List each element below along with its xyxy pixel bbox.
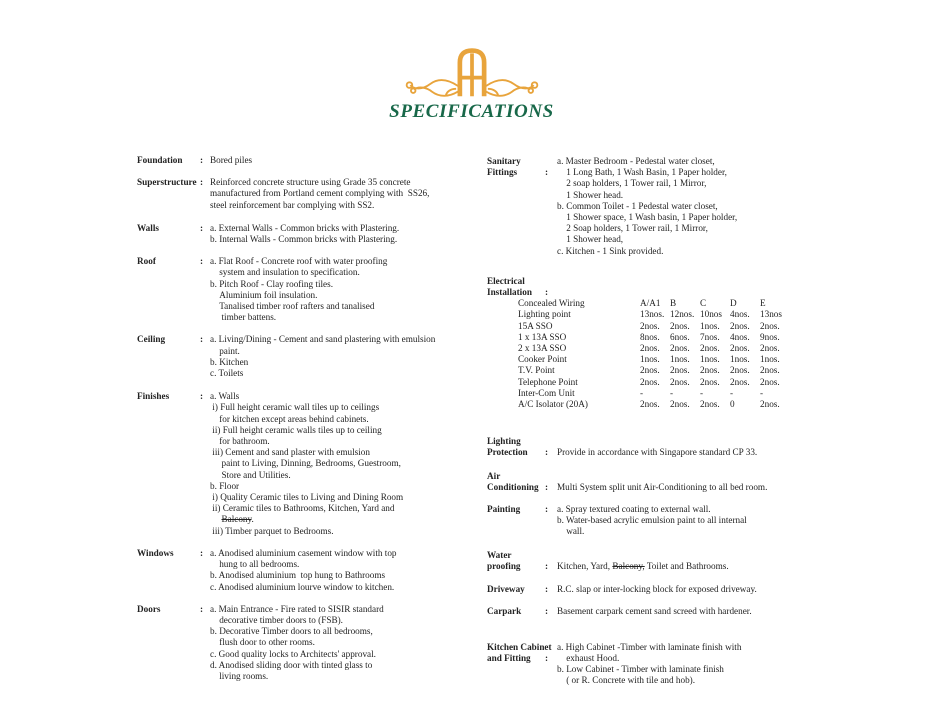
colon-separator: : (545, 167, 549, 178)
spec-line: i) Quality Ceramic tiles to Living and Dining Room (210, 492, 404, 503)
electrical-cell: C (700, 298, 707, 309)
spec-line: a. Flat Roof - Concrete roof with water proofing (210, 256, 388, 267)
electrical-cell: 2nos. (730, 343, 750, 354)
spec-line: 2 soap holders, 1 Tower rail, 1 Mirror, (557, 178, 707, 189)
section-superstructure (137, 177, 487, 211)
electrical-cell: 2nos. (760, 376, 780, 387)
section-walls (137, 223, 487, 245)
electrical-cell: - (670, 387, 674, 398)
spec-line: Multi System split unit Air-Conditioning to all bed room. (557, 481, 768, 492)
colon-separator: : (545, 652, 549, 663)
electrical-cell: 10nos (700, 309, 722, 320)
spec-line: R.C. slap or inter-locking block for exposed driveway. (557, 584, 757, 595)
struck-text: Balcony (221, 514, 252, 525)
section-roof (137, 256, 487, 323)
colon-separator: : (200, 391, 204, 402)
spec-line: b. Kitchen (210, 356, 249, 367)
spec-line: a. Spray textured coating to external wall. (557, 504, 711, 515)
electrical-cell: 2nos. (640, 320, 660, 331)
electrical-cell: 7nos. (700, 331, 720, 342)
colon-separator: : (200, 256, 204, 267)
electrical-cell: 2nos. (700, 365, 720, 376)
section-doors (137, 604, 487, 682)
spec-line: c. Toilets (210, 368, 244, 379)
section-lighting-protection (487, 436, 857, 458)
colon-separator: : (545, 287, 549, 298)
spec-line: b. Anodised aluminium top hung to Bathrooms (210, 570, 386, 581)
electrical-cell: 2nos. (730, 376, 750, 387)
colon-separator: : (200, 155, 204, 165)
spec-line: a. Master Bedroom - Pedestal water closet, (557, 156, 715, 166)
colon-separator: : (545, 606, 549, 617)
colon-separator: : (200, 177, 204, 188)
electrical-row-label: 2 x 13A SSO (518, 343, 567, 354)
electrical-cell: 2nos. (760, 399, 780, 410)
section-painting (487, 504, 857, 538)
section-water-proofing (487, 550, 857, 572)
electrical-cell: 1nos. (700, 320, 720, 331)
section-label: Doors (137, 603, 161, 614)
spec-line: wall. (557, 526, 585, 537)
electrical-cell: 2nos. (730, 365, 750, 376)
colon-separator: : (545, 584, 549, 595)
spec-line-strikethrough: Kitchen, Yard, Balcony, Toilet and Bathrooms. (557, 560, 729, 571)
section-label: Driveway (487, 584, 525, 595)
electrical-cell: 4nos. (730, 331, 750, 342)
electrical-cell: - (730, 387, 734, 398)
electrical-cell: 2nos. (730, 320, 750, 331)
section-foundation (137, 155, 487, 166)
spec-line: iii) Timber parquet to Bedrooms. (210, 525, 334, 536)
electrical-cell: 2nos. (640, 343, 660, 354)
spec-line: Reinforced concrete structure using Grade 35 concrete (210, 177, 411, 188)
electrical-cell: 2nos. (670, 320, 690, 331)
spec-line: for kitchen except areas behind cabinets. (210, 413, 369, 424)
electrical-cell: 2nos. (700, 343, 720, 354)
electrical-row-label: Concealed Wiring (518, 298, 585, 309)
spec-line: b. Decorative Timber doors to all bedrooms, (210, 626, 373, 637)
electrical-cell: 4nos. (730, 309, 750, 320)
electrical-cell: - (760, 387, 764, 398)
brochure-header (0, 44, 943, 123)
colon-separator: : (545, 481, 549, 492)
spec-line: Basement carpark cement sand screed with hardener. (557, 606, 752, 617)
section-air-conditioning (487, 471, 857, 493)
electrical-cell: 2nos. (670, 343, 690, 354)
spec-line: iii) Cement and sand plaster with emulsion (210, 447, 370, 458)
spec-line: a. Living/Dining - Cement and sand plastering with emulsion (210, 334, 436, 345)
electrical-cell: 13nos (760, 309, 782, 320)
electrical-cell: 2nos. (670, 365, 690, 376)
spec-line: Tanalised timber roof rafters and tanalised (210, 301, 375, 312)
colon-separator: : (200, 547, 204, 558)
spec-line: a. Anodised aluminium casement window with top (210, 547, 397, 558)
spec-line: 1 Shower head. (557, 189, 624, 200)
spec-line: c. Good quality locks to Architects' approval. (210, 648, 376, 659)
right-column (487, 156, 857, 686)
window-icon (459, 51, 483, 97)
section-sanitary-fittings (487, 156, 857, 257)
spec-line: Store and Utilities. (210, 469, 291, 480)
spec-line: b. Internal Walls - Common bricks with Plastering. (210, 234, 398, 245)
electrical-cell: 1nos. (730, 354, 750, 365)
spec-line: Aluminium foil insulation. (210, 289, 318, 300)
electrical-cell: B (670, 298, 677, 309)
section-label: Foundation (137, 155, 183, 165)
colon-separator: : (200, 603, 204, 614)
colon-separator: : (200, 334, 204, 345)
section-finishes (137, 391, 487, 537)
electrical-cell: 1nos. (760, 354, 780, 365)
electrical-cell: 2nos. (760, 320, 780, 331)
spec-line: Provide in accordance with Singapore standard CP 33. (557, 447, 758, 458)
spec-line: 1 Shower space, 1 Wash basin, 1 Paper holder, (557, 212, 738, 223)
spec-line: ii) Ceramic tiles to Bathrooms, Kitchen, Yard and (210, 503, 395, 514)
section-label: Carpark (487, 606, 522, 617)
electrical-cell: 2nos. (640, 399, 660, 410)
electrical-cell: - (640, 387, 644, 398)
section-label: Ceiling (137, 334, 166, 345)
electrical-row-label: 1 x 13A SSO (518, 331, 567, 342)
spec-line: a. External Walls - Common bricks with Plastering. (210, 222, 400, 233)
spec-line: paint to Living, Dinning, Bedrooms, Guestroom, (210, 458, 401, 469)
electrical-cell: 2nos. (640, 376, 660, 387)
electrical-cell: E (760, 298, 766, 309)
electrical-cell: D (730, 298, 737, 309)
section-label: Painting (487, 504, 521, 515)
section-driveway (487, 584, 857, 595)
section-label: Roof (137, 256, 156, 267)
electrical-row-label: Cooker Point (518, 354, 567, 365)
electrical-row-label: 15A SSO (518, 320, 553, 331)
electrical-cell: 1nos. (640, 354, 660, 365)
left-column (137, 155, 487, 682)
spec-line: i) Full height ceramic wall tiles up to ceilings (210, 402, 380, 413)
spec-line: a. Main Entrance - Fire rated to SISIR standard (210, 603, 384, 614)
spec-line: 2 Soap holders, 1 Tower rail, 1 Mirror, (557, 223, 708, 234)
spec-line: 1 Shower head, (557, 234, 624, 245)
spec-line: paint. (210, 345, 240, 356)
electrical-cell: 8nos. (640, 331, 660, 342)
spec-line: b. Pitch Roof - Clay roofing tiles. (210, 278, 333, 289)
electrical-cell: 12nos. (670, 309, 695, 320)
electrical-row-label: Lighting point (518, 309, 571, 320)
right-flourish-icon (486, 80, 537, 96)
spec-line: 1 Long Bath, 1 Wash Basin, 1 Paper holder, (557, 167, 727, 178)
section-label: Water proofing (487, 549, 521, 571)
spec-line: hung to all bedrooms. (210, 559, 300, 570)
electrical-cell: 1nos. (670, 354, 690, 365)
section-label: Superstructure (137, 177, 197, 188)
electrical-cell: 6nos. (670, 331, 690, 342)
spec-line: living rooms. (210, 670, 269, 681)
colon-separator: : (545, 504, 549, 515)
spec-line: timber battens. (210, 312, 277, 323)
electrical-cell: 2nos. (760, 343, 780, 354)
electrical-cell: 2nos. (640, 365, 660, 376)
section-label: Sanitary Fittings (487, 156, 521, 178)
section-label: Electrical Installation (487, 275, 532, 298)
spec-line: c. Kitchen - 1 Sink provided. (557, 245, 664, 256)
spec-line: decorative timber doors to (FSB). (210, 614, 343, 625)
section-kitchen-cabinet (487, 642, 857, 687)
electrical-cell: 9nos. (760, 331, 780, 342)
electrical-row-label: T.V. Point (518, 365, 555, 376)
spec-line: ( or R. Concrete with tile and hob). (557, 675, 696, 686)
struck-text: Balcony, (612, 560, 645, 571)
electrical-cell: 2nos. (700, 399, 720, 410)
arched-window-logo-icon (402, 44, 542, 100)
spec-line: a. High Cabinet -Timber with laminate finish with (557, 641, 742, 652)
electrical-cell: - (700, 387, 704, 398)
spec-line: b. Common Toilet - 1 Pedestal water closet, (557, 200, 718, 211)
section-ceiling (137, 334, 487, 379)
colon-separator: : (200, 222, 204, 233)
spec-line: Bored piles (210, 155, 253, 165)
spec-line: system and insulation to specification. (210, 267, 360, 278)
spec-line: flush door to other rooms. (210, 637, 315, 648)
electrical-cell: 13nos. (640, 309, 665, 320)
spec-line: steel reinforcement bar complying with SS2. (210, 199, 375, 210)
page-title: SPECIFICATIONS (389, 101, 554, 122)
spec-line-strikethrough: Balcony. (221, 514, 254, 525)
section-windows (137, 548, 487, 593)
spec-line: c. Anodised aluminium lourve window to kitchen. (210, 581, 395, 592)
spec-line: a. Walls (210, 391, 240, 402)
spec-line: ii) Full height ceramic walls tiles up to ceiling (210, 424, 382, 435)
spec-line: b. Floor (210, 480, 240, 491)
left-flourish-icon (406, 80, 457, 96)
colon-separator: : (545, 447, 549, 458)
electrical-row-label: Inter-Com Unit (518, 387, 575, 398)
section-label: Windows (137, 547, 174, 558)
electrical-cell: 2nos. (670, 399, 690, 410)
colon-separator: : (545, 560, 549, 571)
electrical-table (518, 298, 857, 410)
section-label: Air Conditioning (487, 470, 539, 492)
spec-line: manufactured from Portland cement complying with SS26, (210, 188, 430, 199)
electrical-row-label: A/C Isolator (20A) (518, 399, 588, 410)
spec-line: b. Low Cabinet - Timber with laminate finish (557, 663, 724, 674)
section-label: Walls (137, 222, 159, 233)
section-label: Lighting Protection (487, 436, 528, 458)
electrical-cell: A/A1 (640, 298, 661, 309)
spec-line: b. Water-based acrylic emulsion paint to all internal (557, 515, 747, 526)
electrical-cell: 2nos. (700, 376, 720, 387)
section-electrical-installation (487, 276, 857, 410)
section-label: Kitchen Cabinet and Fitting (487, 641, 552, 663)
electrical-row-label: Telephone Point (518, 376, 578, 387)
electrical-cell: 2nos. (670, 376, 690, 387)
electrical-cell: 0 (730, 399, 735, 410)
section-label: Finishes (137, 391, 170, 402)
spec-line: d. Anodised sliding door with tinted glass to (210, 659, 373, 670)
electrical-cell: 2nos. (760, 365, 780, 376)
section-carpark (487, 606, 857, 617)
electrical-cell: 1nos. (700, 354, 720, 365)
spec-line: exhaust Hood. (557, 652, 620, 663)
spec-line: for bathroom. (210, 436, 270, 447)
